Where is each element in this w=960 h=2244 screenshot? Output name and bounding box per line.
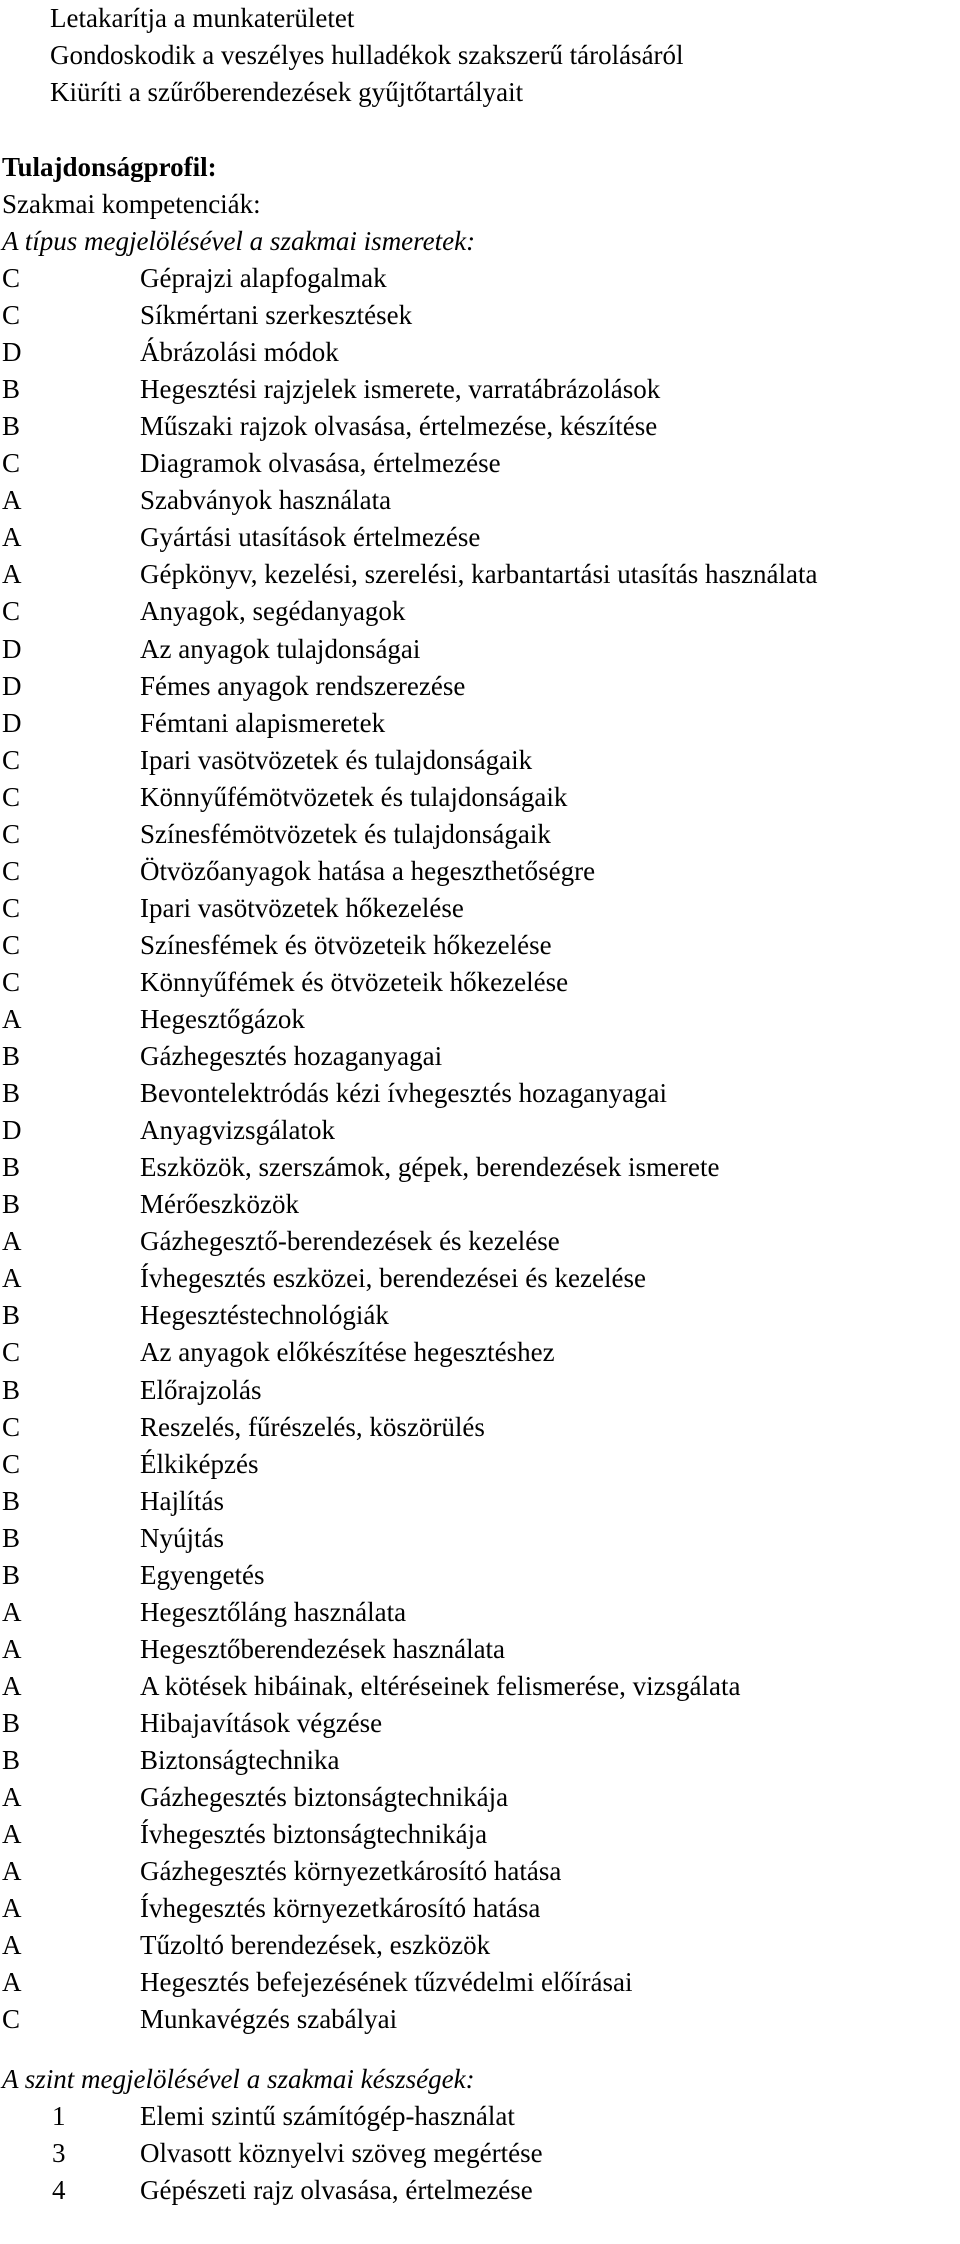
knowledge-item-text: Színesfémek és ötvözeteik hőkezelése [140, 930, 552, 960]
knowledge-grade: A [2, 1263, 22, 1293]
knowledge-item-text: Hegesztés befejezésének tűzvédelmi előírásai [140, 1967, 633, 1997]
knowledge-item-text: Hegesztőberendezések használata [140, 1634, 506, 1664]
knowledge-item-text: Gázhegesztés hozaganyagai [140, 1041, 443, 1071]
knowledge-grade: A [2, 1893, 22, 1923]
knowledge-item-text: Gázhegesztő-berendezések és kezelése [140, 1226, 560, 1256]
knowledge-item-text: Könnyűfémötvözetek és tulajdonságaik [140, 782, 568, 812]
knowledge-item-text: Hegesztőgázok [140, 1004, 305, 1034]
knowledge-item-text: Ívhegesztés biztonságtechnikája [140, 1819, 488, 1849]
profile-title: Tulajdonságprofil: [2, 152, 217, 182]
knowledge-grade: D [2, 337, 22, 367]
knowledge-item-text: Az anyagok előkészítése hegesztéshez [140, 1337, 555, 1367]
knowledge-item-text: Bevontelektródás kézi ívhegesztés hozaganyagai [140, 1078, 668, 1108]
knowledge-item-text: Gázhegesztés biztonságtechnikája [140, 1782, 509, 1812]
intro-line: Kiüríti a szűrőberendezések gyűjtőtartályait [50, 77, 524, 107]
knowledge-grade: B [2, 1745, 21, 1775]
knowledge-item-text: Fémes anyagok rendszerezése [140, 671, 466, 701]
knowledge-item-text: Eszközök, szerszámok, gépek, berendezések ismerete [140, 1152, 720, 1182]
knowledge-item-text: Egyengetés [140, 1560, 265, 1590]
knowledge-grade: B [2, 1078, 21, 1108]
knowledge-grade: C [2, 300, 21, 330]
knowledge-grade: B [2, 411, 21, 441]
skill-item-text: Gépészeti rajz olvasása, értelmezése [140, 2175, 533, 2205]
knowledge-item-text: Anyagvizsgálatok [140, 1115, 335, 1145]
knowledge-grade: D [2, 708, 22, 738]
knowledge-item-text: Hegesztéstechnológiák [140, 1300, 389, 1330]
knowledge-item-text: Gyártási utasítások értelmezése [140, 522, 481, 552]
knowledge-item-text: Biztonságtechnika [140, 1745, 340, 1775]
knowledge-item-text: Szabványok használata [140, 485, 392, 515]
knowledge-grade: B [2, 1152, 21, 1182]
knowledge-item-text: Gázhegesztés környezetkárosító hatása [140, 1856, 562, 1886]
knowledge-item-text: Hibajavítások végzése [140, 1708, 383, 1738]
knowledge-grade: C [2, 1337, 21, 1367]
knowledge-item-text: Ipari vasötvözetek hőkezelése [140, 893, 464, 923]
knowledge-item-text: Munkavégzés szabályai [140, 2004, 398, 2034]
knowledge-grade: B [2, 1708, 21, 1738]
knowledge-grade: C [2, 819, 21, 849]
knowledge-grade: A [2, 1226, 22, 1256]
knowledge-grade: C [2, 263, 21, 293]
knowledge-item-text: Tűzoltó berendezések, eszközök [140, 1930, 491, 1960]
knowledge-grade: C [2, 448, 21, 478]
knowledge-item-text: Ívhegesztés környezetkárosító hatása [140, 1893, 541, 1923]
knowledge-grade: D [2, 634, 22, 664]
knowledge-item-text: Mérőeszközök [140, 1189, 299, 1219]
knowledge-grade: B [2, 1486, 21, 1516]
knowledge-grade: A [2, 1782, 22, 1812]
knowledge-grade: C [2, 782, 21, 812]
knowledge-item-text: Géprajzi alapfogalmak [140, 263, 387, 293]
knowledge-item-text: Könnyűfémek és ötvözeteik hőkezelése [140, 967, 569, 997]
knowledge-item-text: Fémtani alapismeretek [140, 708, 386, 738]
knowledge-grade: D [2, 671, 22, 701]
knowledge-grade: A [2, 522, 22, 552]
knowledge-item-text: Anyagok, segédanyagok [140, 596, 406, 626]
knowledge-grade: D [2, 1115, 22, 1145]
knowledge-grade: B [2, 1041, 21, 1071]
knowledge-grade: A [2, 1819, 22, 1849]
knowledge-item-text: Nyújtás [140, 1523, 224, 1553]
knowledge-grade: C [2, 745, 21, 775]
knowledge-grade: B [2, 1189, 21, 1219]
knowledge-item-text: Ívhegesztés eszközei, berendezései és kezelése [140, 1263, 646, 1293]
knowledge-grade: A [2, 1967, 22, 1997]
knowledge-item-text: Műszaki rajzok olvasása, értelmezése, készítése [140, 411, 658, 441]
knowledge-item-text: Ipari vasötvözetek és tulajdonságaik [140, 745, 533, 775]
knowledge-grade: A [2, 1671, 22, 1701]
knowledge-item-text: Ötvözőanyagok hatása a hegeszthetőségre [140, 856, 596, 886]
knowledge-grade: C [2, 967, 21, 997]
knowledge-grade: A [2, 1004, 22, 1034]
knowledge-item-text: Gépkönyv, kezelési, szerelési, karbantartási utasítás használata [140, 559, 818, 589]
knowledge-grade: A [2, 1597, 22, 1627]
knowledge-item-text: A kötések hibáinak, eltéréseinek felismerése, vizsgálata [140, 1671, 741, 1701]
intro-line: Gondoskodik a veszélyes hulladékok szakszerű tárolásáról [50, 40, 684, 70]
knowledge-grade: B [2, 1300, 21, 1330]
knowledge-item-text: Hegesztési rajzjelek ismerete, varratábrázolások [140, 374, 661, 404]
knowledge-item-text: Reszelés, fűrészelés, köszörülés [140, 1412, 485, 1442]
skill-level: 1 [52, 2101, 66, 2131]
knowledge-item-text: Színesfémötvözetek és tulajdonságaik [140, 819, 551, 849]
knowledge-grade: C [2, 596, 21, 626]
knowledge-item-text: Hegesztőláng használata [140, 1597, 407, 1627]
knowledge-grade: B [2, 374, 21, 404]
knowledge-item-text: Ábrázolási módok [140, 337, 339, 367]
knowledge-item-text: Előrajzolás [140, 1375, 262, 1405]
knowledge-heading: A típus megjelölésével a szakmai ismeretek: [2, 226, 476, 256]
knowledge-item-text: Hajlítás [140, 1486, 224, 1516]
knowledge-item-text: Élkiképzés [140, 1449, 259, 1479]
skill-level: 3 [52, 2138, 66, 2168]
knowledge-item-text: Diagramok olvasása, értelmezése [140, 448, 501, 478]
knowledge-grade: B [2, 1375, 21, 1405]
knowledge-grade: B [2, 1560, 21, 1590]
knowledge-grade: C [2, 1449, 21, 1479]
knowledge-grade: B [2, 1523, 21, 1553]
intro-line: Letakarítja a munkaterületet [50, 3, 355, 33]
knowledge-grade: A [2, 485, 22, 515]
knowledge-item-text: Síkmértani szerkesztések [140, 300, 413, 330]
skill-level: 4 [52, 2175, 66, 2205]
knowledge-item-text: Az anyagok tulajdonságai [140, 634, 421, 664]
knowledge-grade: C [2, 856, 21, 886]
knowledge-grade: C [2, 930, 21, 960]
knowledge-grade: A [2, 559, 22, 589]
knowledge-grade: A [2, 1930, 22, 1960]
skills-heading: A szint megjelölésével a szakmai készségek: [2, 2064, 475, 2094]
skill-item-text: Olvasott köznyelvi szöveg megértése [140, 2138, 543, 2168]
knowledge-grade: C [2, 2004, 21, 2034]
knowledge-grade: A [2, 1856, 22, 1886]
knowledge-grade: C [2, 893, 21, 923]
skill-item-text: Elemi szintű számítógép-használat [140, 2101, 515, 2131]
knowledge-grade: C [2, 1412, 21, 1442]
competencies-title: Szakmai kompetenciák: [2, 189, 261, 219]
knowledge-grade: A [2, 1634, 22, 1664]
